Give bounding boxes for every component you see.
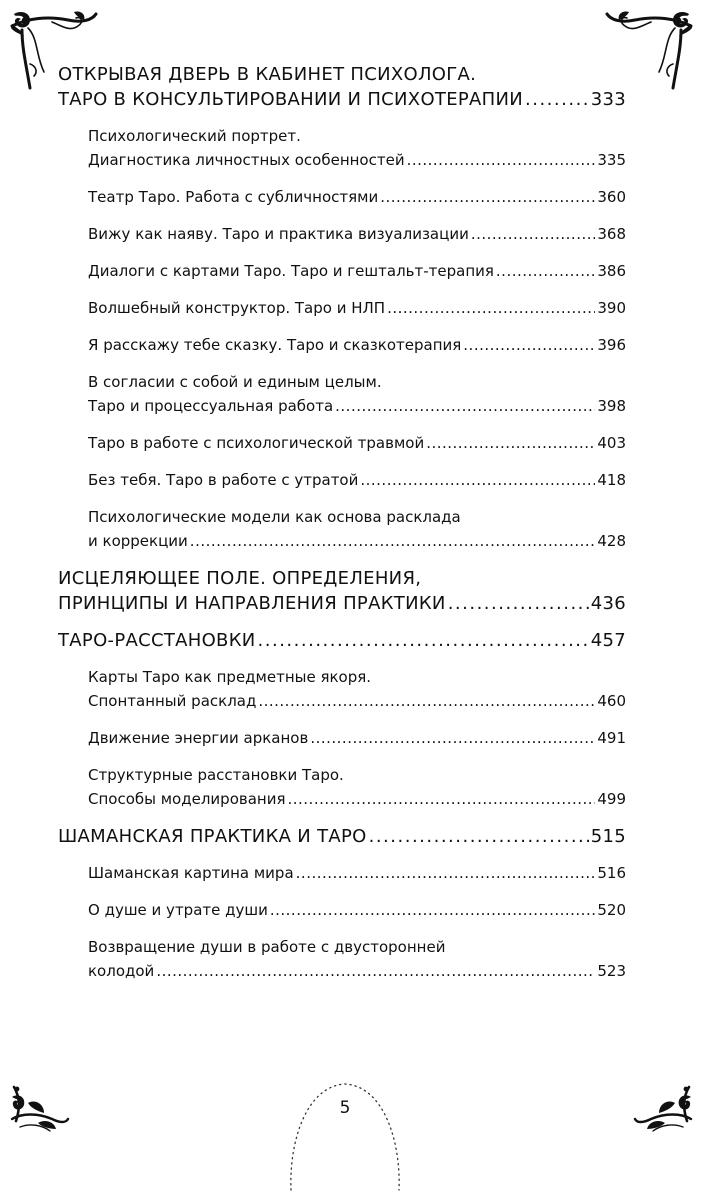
toc-chapter-entry[interactable] <box>58 566 626 616</box>
toc-section-entry[interactable] <box>88 296 626 320</box>
page-number-area <box>287 1080 403 1192</box>
dot-leader <box>448 591 589 616</box>
toc-entry-title: О душе и утрате души <box>88 901 268 919</box>
toc-entry-title-line: Психологические модели как основа расклада <box>88 508 461 526</box>
dot-leader <box>360 468 595 492</box>
toc-entry-title-line: Возвращение души в работе с двусторонней <box>88 938 446 956</box>
dot-leader <box>335 394 595 418</box>
dot-leader <box>296 861 596 885</box>
toc-entry-title: ТАРО В КОНСУЛЬТИРОВАНИИ И ПСИХОТЕРАПИИ <box>58 89 524 110</box>
toc-page-number: 520 <box>597 901 626 919</box>
dot-leader <box>310 726 595 750</box>
toc-page-number: 368 <box>597 225 626 243</box>
dot-leader <box>387 296 595 320</box>
toc-entry-title-line: ИСЦЕЛЯЮЩЕЕ ПОЛЕ. ОПРЕДЕЛЕНИЯ, <box>58 568 422 589</box>
toc-entry-title-line: ОТКРЫВАЯ ДВЕРЬ В КАБИНЕТ ПСИХОЛОГА. <box>58 64 477 85</box>
dot-leader <box>407 148 596 172</box>
toc-chapter-entry[interactable] <box>58 62 626 112</box>
toc-section-entry[interactable] <box>88 431 626 455</box>
toc-entry-title-line: Карты Таро как предметные якоря. <box>88 668 372 686</box>
toc-page-number: 403 <box>597 434 626 452</box>
toc-entry-title: ШАМАНСКАЯ ПРАКТИКА И ТАРО <box>58 826 367 847</box>
toc-section-entry[interactable] <box>88 665 626 713</box>
toc-page-number: 516 <box>597 864 626 882</box>
dot-leader <box>426 431 595 455</box>
dot-leader <box>156 959 595 983</box>
dot-leader <box>496 259 595 283</box>
toc-entry-title-line: В согласии с собой и единым целым. <box>88 373 382 391</box>
toc-section-entry[interactable] <box>88 259 626 283</box>
toc-section-entry[interactable] <box>88 333 626 357</box>
toc-entry-title: Шаманская картина мира <box>88 864 294 882</box>
dot-leader <box>258 628 589 653</box>
toc-entry-title: Театр Таро. Работа с субличностями <box>88 188 379 206</box>
toc-page-number: 335 <box>597 151 626 169</box>
flourish-ornament-icon <box>8 1083 70 1135</box>
dot-leader <box>190 529 596 553</box>
toc-page-number: 396 <box>597 336 626 354</box>
dot-leader <box>287 787 595 811</box>
toc-section-entry[interactable] <box>88 185 626 209</box>
toc-entry-title: Волшебный конструктор. Таро и НЛП <box>88 299 386 317</box>
toc-section-entry[interactable] <box>88 468 626 492</box>
toc-entry-title: Движение энергии арканов <box>88 729 309 747</box>
toc-page-number: 499 <box>597 790 626 808</box>
dot-leader <box>463 333 595 357</box>
dot-leader <box>270 898 596 922</box>
toc-section-entry[interactable] <box>88 222 626 246</box>
dotted-arc-icon <box>287 1080 403 1192</box>
toc-entry-title: Я расскажу тебе сказку. Таро и сказкотерапия <box>88 336 462 354</box>
toc-chapter-entry[interactable] <box>58 628 626 653</box>
toc-section-entry[interactable] <box>88 861 626 885</box>
dot-leader <box>525 87 589 112</box>
toc-page-number: 418 <box>597 471 626 489</box>
toc-entry-title: ТАРО-РАССТАНОВКИ <box>58 630 256 651</box>
flourish-ornament-icon <box>633 1083 695 1135</box>
toc-entry-title: Диагностика личностных особенностей <box>88 151 405 169</box>
dot-leader <box>258 689 595 713</box>
toc-page-number: 428 <box>597 532 626 550</box>
toc-entry-title: Без тебя. Таро в работе с утратой <box>88 471 359 489</box>
toc-chapter-entry[interactable] <box>58 824 626 849</box>
toc-page-number: 457 <box>590 630 626 651</box>
toc-entry-title: Таро в работе с психологической травмой <box>88 434 425 452</box>
toc-section-entry[interactable] <box>88 124 626 172</box>
toc-section-entry[interactable] <box>88 763 626 811</box>
toc-entry-title: и коррекции <box>88 532 188 550</box>
toc-section-entry[interactable] <box>88 505 626 553</box>
toc-entry-title: Диалоги с картами Таро. Таро и гештальт-терапия <box>88 262 494 280</box>
dot-leader <box>471 222 596 246</box>
toc-section-entry[interactable] <box>88 370 626 418</box>
toc-entry-title: Способы моделирования <box>88 790 286 808</box>
toc-entry-title: Спонтанный расклад <box>88 692 257 710</box>
toc-entry-title: колодой <box>88 962 155 980</box>
toc-section-entry[interactable] <box>88 935 626 983</box>
toc-entry-title-line: Психологический портрет. <box>88 127 301 145</box>
toc-page-number: 390 <box>597 299 626 317</box>
toc-entry-title: Таро и процессуальная работа <box>88 397 334 415</box>
toc-page-number: 360 <box>597 188 626 206</box>
toc-page-number: 460 <box>597 692 626 710</box>
toc-page-number: 523 <box>597 962 626 980</box>
toc-section-entry[interactable] <box>88 726 626 750</box>
dot-leader <box>369 824 589 849</box>
toc-entry-title: Вижу как наяву. Таро и практика визуализации <box>88 225 469 243</box>
dot-leader <box>380 185 595 209</box>
table-of-contents <box>58 62 626 983</box>
toc-page-number: 491 <box>597 729 626 747</box>
toc-section-entry[interactable] <box>88 898 626 922</box>
toc-page-number: 386 <box>597 262 626 280</box>
page-number: 5 <box>339 1098 351 1118</box>
toc-entry-title-line: Структурные расстановки Таро. <box>88 766 344 784</box>
toc-page-number: 398 <box>597 397 626 415</box>
toc-page-number: 333 <box>590 89 626 110</box>
toc-page-number: 515 <box>590 826 626 847</box>
toc-page-number: 436 <box>590 593 626 614</box>
toc-entry-title: ПРИНЦИПЫ И НАПРАВЛЕНИЯ ПРАКТИКИ <box>58 593 446 614</box>
